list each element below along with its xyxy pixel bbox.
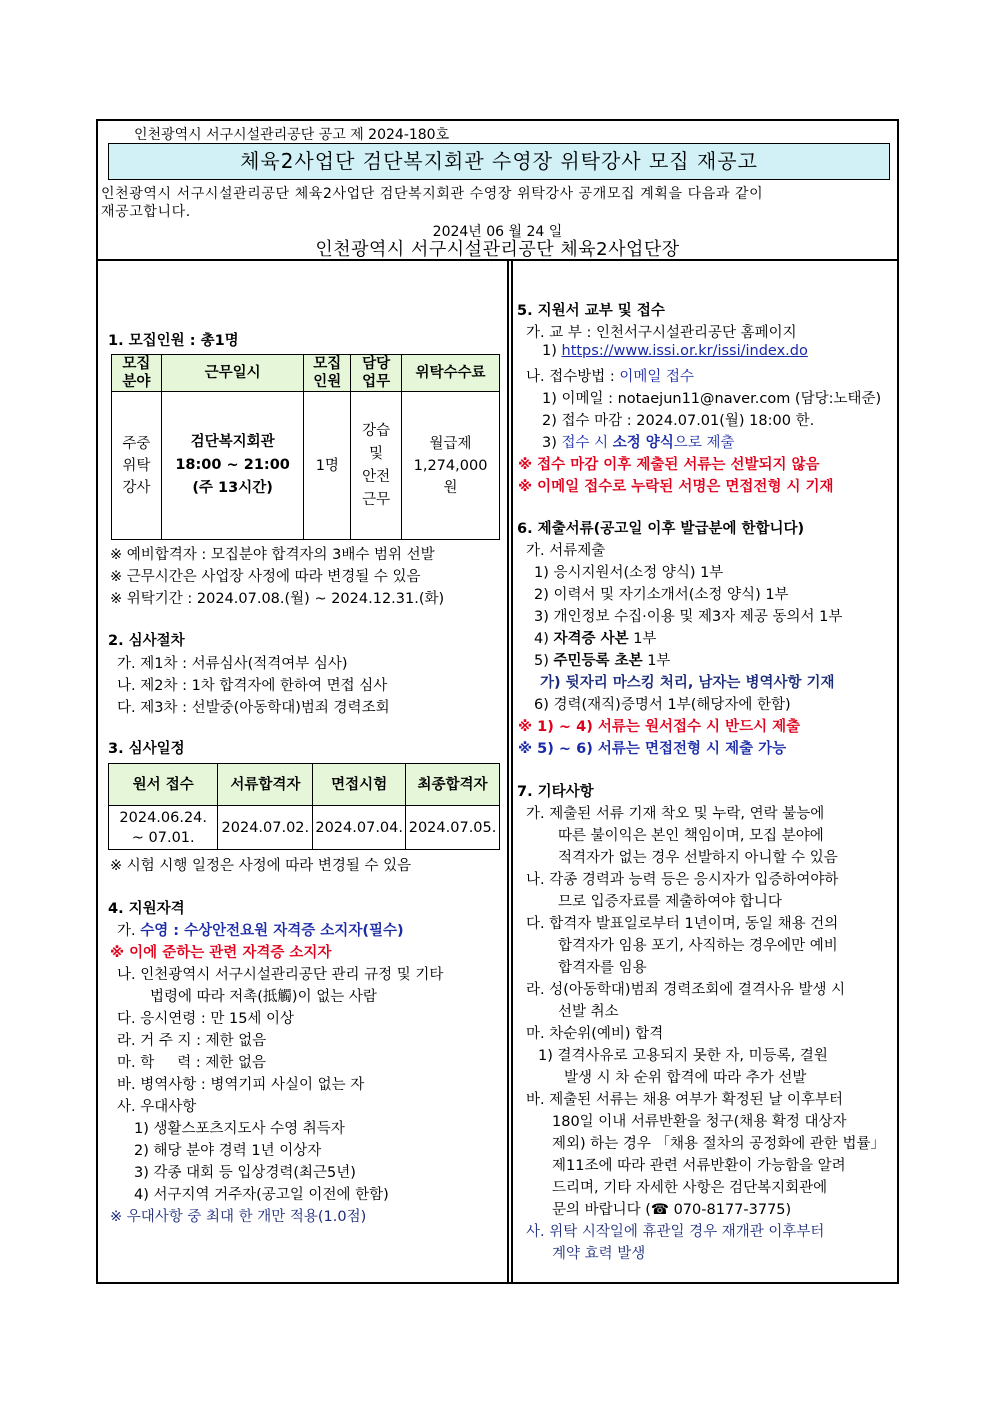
document-item — [534, 627, 656, 648]
recruit-note: ※ 근무시간은 사업장 사정에 따라 변경될 수 있음 — [110, 569, 421, 585]
work-time: 18:00 ~ 21:00 — [175, 457, 290, 473]
table-cell: 1명 — [304, 392, 351, 540]
other-line: 마. 차순위(예비) 합격 — [526, 1026, 664, 1042]
section-other-title: 7. 기타사항 — [517, 784, 594, 800]
table-header-cell: 원서 접수 — [109, 764, 218, 806]
qualification-ma: 마. 학 력 : 제한 없음 — [117, 1055, 267, 1071]
qualification-na-cont: 법령에 따라 저촉(抵觸)이 없는 사람 — [150, 989, 377, 1005]
application-na-prefix: 나. 접수방법 : — [526, 369, 620, 385]
preference-item: 1) 생활스포츠지도사 수영 취득자 — [134, 1121, 345, 1137]
intro-line: 인천광역시 서구시설관리공단 체육2사업단 검단복지회관 수영장 위탁강사 공개모집 계획을 다음과 같이 — [101, 186, 764, 202]
table-header-cell: 서류합격자 — [218, 764, 313, 806]
other-sa: 사. 위탁 시작일에 휴관일 경우 재개관 이후부터 — [526, 1224, 825, 1240]
section-schedule-title: 3. 심사일정 — [108, 741, 185, 757]
other-line: 1) 결격사유로 고용되지 못한 자, 미등록, 결원 — [538, 1048, 828, 1064]
other-line: 합격자를 임용 — [558, 960, 647, 976]
notice-date: 2024년 06 월 24 일 — [432, 224, 563, 240]
table-header-cell: 담당 업무 — [351, 355, 402, 392]
table-cell: 강습 및 안전 근무 — [351, 392, 402, 540]
document-item: 2) 이력서 및 자기소개서(소정 양식) 1부 — [534, 587, 789, 603]
qualification-ra: 라. 거 주 지 : 제한 없음 — [117, 1033, 267, 1049]
documents-note: ※ 1) ~ 4) 서류는 원서접수 시 반드시 제출 — [518, 719, 801, 735]
other-line: 문의 바랍니다 (☎ 070-8177-3775) — [552, 1202, 792, 1218]
table-cell: 주중 위탁 강사 — [112, 392, 162, 540]
table-cell: 월급제 1,274,000 원 — [402, 392, 500, 540]
document-item — [534, 649, 670, 670]
section-application-title: 5. 지원서 교부 및 접수 — [517, 303, 665, 319]
url-prefix: 1) — [542, 343, 562, 359]
document-sub-item: 가) 뒷자리 마스킹 처리, 남자는 병역사항 기재 — [540, 675, 835, 691]
homepage-link[interactable]: https://www.issi.or.kr/issi/index.do — [561, 343, 808, 359]
application-url-line — [542, 343, 808, 359]
column-divider — [507, 261, 509, 1284]
form-text: 접수 시 — [561, 435, 613, 451]
column-divider — [511, 261, 513, 1284]
table-cell: 2024.07.04. — [313, 806, 406, 850]
intro-line: 재공고합니다. — [101, 204, 191, 220]
table-header-cell: 모집 분야 — [112, 355, 162, 392]
notice-number: 인천광역시 서구시설관리공단 공고 제 2024-180호 — [134, 127, 450, 143]
qualification-da: 다. 응시연령 : 만 15세 이상 — [117, 1011, 295, 1027]
document-item: 3) 개인정보 수집·이용 및 제3자 제공 동의서 1부 — [534, 609, 843, 625]
section-procedure-title: 2. 심사절차 — [108, 633, 185, 649]
form-prefix: 3) — [542, 435, 562, 451]
recruit-note: ※ 예비합격자 : 모집분야 합격자의 3배수 범위 선발 — [110, 547, 435, 563]
document-suffix: 1부 — [628, 631, 657, 647]
preference-note: ※ 우대사항 중 최대 한 개만 적용(1.0점) — [110, 1209, 367, 1225]
recruit-note: ※ 위탁기간 : 2024.07.08.(월) ~ 2024.12.31.(화) — [110, 591, 445, 607]
other-line: 합격자가 임용 포기, 사직하는 경우에만 예비 — [558, 938, 838, 954]
page-title: 체육2사업단 검단복지회관 수영장 위탁강사 모집 재공고 — [108, 143, 890, 180]
procedure-item: 나. 제2차 : 1차 합격자에 한하여 면접 심사 — [117, 678, 388, 694]
notice-header — [98, 121, 897, 261]
other-line: 바. 제출된 서류는 채용 여부가 확정된 날 이후부터 — [526, 1092, 844, 1108]
application-email: 1) 이메일 : notaejun11@naver.com (담당:노태준) — [542, 391, 882, 407]
document-suffix: 1부 — [642, 653, 671, 669]
table-header-cell: 최종합격자 — [406, 764, 500, 806]
table-header-cell: 위탁수수료 — [402, 355, 500, 392]
work-place: 검단복지회관 — [190, 434, 275, 450]
procedure-item: 다. 제3차 : 선발중(아동학대)범죄 경력조회 — [117, 700, 390, 716]
intro-text — [101, 185, 897, 221]
table-header-cell: 면접시험 — [313, 764, 406, 806]
table-cell — [161, 392, 304, 540]
table-header-cell: 근무일시 — [161, 355, 304, 392]
schedule-table — [108, 763, 500, 850]
preference-item: 3) 각종 대회 등 입상경력(최근5년) — [134, 1165, 356, 1181]
table-header-cell: 모집 인원 — [304, 355, 351, 392]
form-bold: 소정 양식 — [612, 435, 674, 451]
other-line: 드리며, 기타 자세한 사항은 검단복지회관에 — [552, 1180, 828, 1196]
section-documents-title: 6. 제출서류(공고일 이후 발급분에 한합니다) — [517, 521, 805, 537]
application-na — [526, 365, 694, 386]
qualification-required: 수영 : 수상안전요원 자격증 소지자(필수) — [140, 923, 404, 939]
signer: 인천광역시 서구시설관리공단 체육2사업단장 — [315, 239, 680, 260]
qualification-sa: 사. 우대사항 — [117, 1099, 197, 1115]
other-line: 제11조에 따라 관련 서류반환이 가능함을 알려 — [552, 1158, 846, 1174]
other-line: 므로 입증자료를 제출하여야 합니다 — [558, 894, 782, 910]
preference-item: 4) 서구지역 거주자(공고일 이전에 한함) — [134, 1187, 389, 1203]
documents-ga: 가. 서류제출 — [526, 543, 606, 559]
qualification-na: 나. 인천광역시 서구시설관리공단 관리 규정 및 기타 — [117, 967, 444, 983]
other-line: 따른 불이익은 본인 책임이며, 모집 분야에 — [558, 828, 824, 844]
table-row — [109, 806, 500, 850]
qualification-note: ※ 이에 준하는 관련 자격증 소지자 — [110, 945, 332, 961]
recruit-table — [111, 354, 500, 540]
other-line: 적격자가 없는 경우 선발하지 아니할 수 있음 — [558, 850, 838, 866]
other-line: 선발 취소 — [558, 1004, 619, 1020]
documents-note: ※ 5) ~ 6) 서류는 면접전형 시 제출 가능 — [518, 741, 787, 757]
schedule-note: ※ 시험 시행 일정은 사정에 따라 변경될 수 있음 — [110, 858, 412, 874]
notice-frame — [96, 119, 899, 1284]
document-prefix: 5) — [534, 653, 554, 669]
other-line: 180일 이내 서류반환을 청구(채용 확정 대상자 — [552, 1114, 847, 1130]
other-sa-cont: 계약 효력 발생 — [552, 1246, 646, 1262]
application-form — [542, 431, 734, 452]
other-line: 가. 제출된 서류 기재 착오 및 누락, 연락 불능에 — [526, 806, 825, 822]
document-bold: 주민등록 초본 — [553, 653, 643, 669]
other-line: 다. 합격자 발표일로부터 1년이며, 동일 채용 건의 — [526, 916, 839, 932]
document-item: 1) 응시지원서(소정 양식) 1부 — [534, 565, 724, 581]
table-cell: 2024.07.02. — [218, 806, 313, 850]
qualification-prefix: 가. — [117, 923, 141, 939]
section-recruit-title: 1. 모집인원 : 총1명 — [108, 333, 239, 349]
email-method: 이메일 접수 — [619, 369, 695, 385]
qualification-ga — [117, 919, 404, 940]
procedure-item: 가. 제1차 : 서류심사(적격여부 심사) — [117, 656, 348, 672]
other-line: 발생 시 차 순위 합격에 따라 추가 선발 — [564, 1070, 807, 1086]
form-text: 으로 제출 — [673, 435, 735, 451]
other-line: 나. 각종 경력과 능력 등은 응시자가 입증하여야하 — [526, 872, 839, 888]
application-deadline: 2) 접수 마감 : 2024.07.01(월) 18:00 한. — [542, 413, 815, 429]
table-cell: 2024.07.05. — [406, 806, 500, 850]
other-line: 라. 성(아동학대)범죄 경력조회에 결격사유 발생 시 — [526, 982, 846, 998]
document-bold: 자격증 사본 — [553, 631, 629, 647]
preference-item: 2) 해당 분야 경력 1년 이상자 — [134, 1143, 322, 1159]
qualification-ba: 바. 병역사항 : 병역기피 사실이 없는 자 — [117, 1077, 365, 1093]
document-prefix: 4) — [534, 631, 554, 647]
other-line: 제외) 하는 경우 「채용 절차의 공정화에 관한 법률」 — [552, 1136, 886, 1152]
table-row — [112, 392, 500, 540]
work-weekly: (주 13시간) — [192, 480, 273, 496]
application-note: ※ 이메일 접수로 누락된 서명은 면접전형 시 기재 — [518, 479, 834, 495]
application-ga: 가. 교 부 : 인천서구시설관리공단 홈페이지 — [526, 325, 797, 341]
table-cell: 2024.06.24. ~ 07.01. — [109, 806, 218, 850]
application-note: ※ 접수 마감 이후 제출된 서류는 선발되지 않음 — [518, 457, 820, 473]
section-qualification-title: 4. 지원자격 — [108, 901, 185, 917]
document-item: 6) 경력(재직)증명서 1부(해당자에 한함) — [534, 697, 791, 713]
